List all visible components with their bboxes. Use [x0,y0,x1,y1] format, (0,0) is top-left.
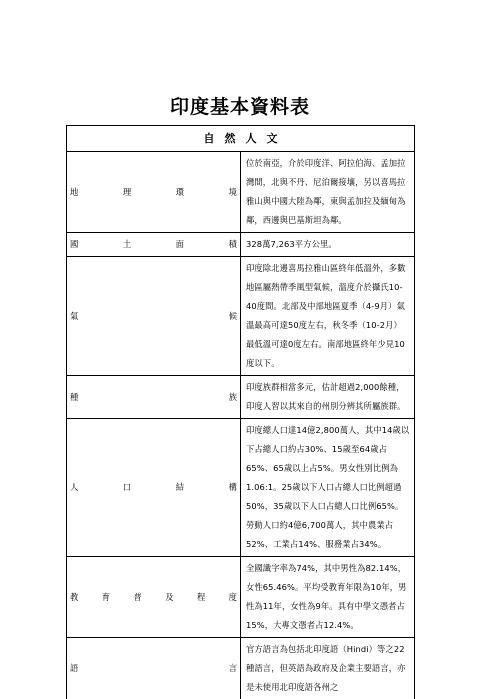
table-row [67,557,415,638]
row-label [67,376,241,419]
row-label-text [70,307,237,326]
label-char: 構 [229,478,237,497]
row-content: 官方語言為包括北印度語（Hindi）等之22種語言，但英語為政府及企業主要語言，亦是未使用北印度語各州之 [241,638,415,699]
label-char: 語 [70,659,78,678]
table-row [67,233,415,257]
row-label-text [70,388,237,407]
basic-info-table [66,125,415,699]
row-content: 印度總人口達14億2,800萬人，其中14歲以下占總人口約占30%、15歲至64歲占65%、65歲以上占5%。男女性別比例為1.06:1。25歲以下人口占總人口比例超過50%，35歲以下人口占總人口比例65%。勞動人口約4億6,700萬人，其中農業占52%、工業占14%、服務業占34%。 [241,419,415,557]
row-content: 全國識字率為74%，其中男性為82.14%，女性65.46%。平均受教育年限為10年，男性為11年，女性為9年。具有中學文憑者占15%，大專文憑者占12.4%。 [241,557,415,638]
label-char: 言 [229,659,237,678]
table-row [67,257,415,376]
page-title: 印度基本資料表 [0,92,480,119]
label-char: 候 [229,307,237,326]
label-char: 環 [176,183,184,202]
section-header: 自然人文 [67,126,415,152]
table-row [67,638,415,699]
label-char: 程 [197,588,205,607]
label-char: 國 [70,235,78,254]
label-char: 地 [70,183,78,202]
row-content: 印度族群相當多元，估計超過2,000餘種，印度人習以其來自的州別分辨其所屬族群。 [241,376,415,419]
label-char: 境 [229,183,237,202]
row-label-text [70,659,237,678]
row-label [67,419,241,557]
table-row [67,376,415,419]
row-label [67,257,241,376]
row-content: 位於南亞，介於印度洋、阿拉伯海、孟加拉灣間，北與不丹、尼泊爾接壤，另以喜馬拉雅山與中國大陸為鄰，東與孟加拉及緬甸為鄰，西邊與巴基斯坦為鄰。 [241,152,415,233]
row-label [67,557,241,638]
label-char: 積 [229,235,237,254]
label-char: 人 [70,478,78,497]
label-char: 教 [70,588,78,607]
label-char: 普 [133,588,141,607]
label-char: 口 [123,478,131,497]
row-content: 328萬7,263平方公里。 [241,233,415,257]
row-label [67,233,241,257]
label-char: 氣 [70,307,78,326]
label-char: 結 [176,478,184,497]
row-content: 印度除北邊喜馬拉雅山區終年低溫外，多數地區屬熱帶季風型氣候，溫度介於攝氏10-40度間。北部及中部地區夏季（4-9月）氣溫最高可達50度左右，秋冬季（10-2月）最低溫可達0度左右。南部地區終年少見10度以下。 [241,257,415,376]
label-char: 育 [102,588,110,607]
row-label-text [70,478,237,497]
row-label [67,152,241,233]
table-row [67,152,415,233]
label-char: 面 [176,235,184,254]
row-label-text [70,235,237,254]
label-char: 度 [229,588,237,607]
label-char: 及 [165,588,173,607]
section-header-row [67,126,415,152]
row-label [67,638,241,699]
table-row [67,419,415,557]
label-char: 族 [229,388,237,407]
label-char: 理 [123,183,131,202]
label-char: 土 [123,235,131,254]
row-label-text [70,588,237,607]
row-label-text [70,183,237,202]
label-char: 種 [70,388,78,407]
